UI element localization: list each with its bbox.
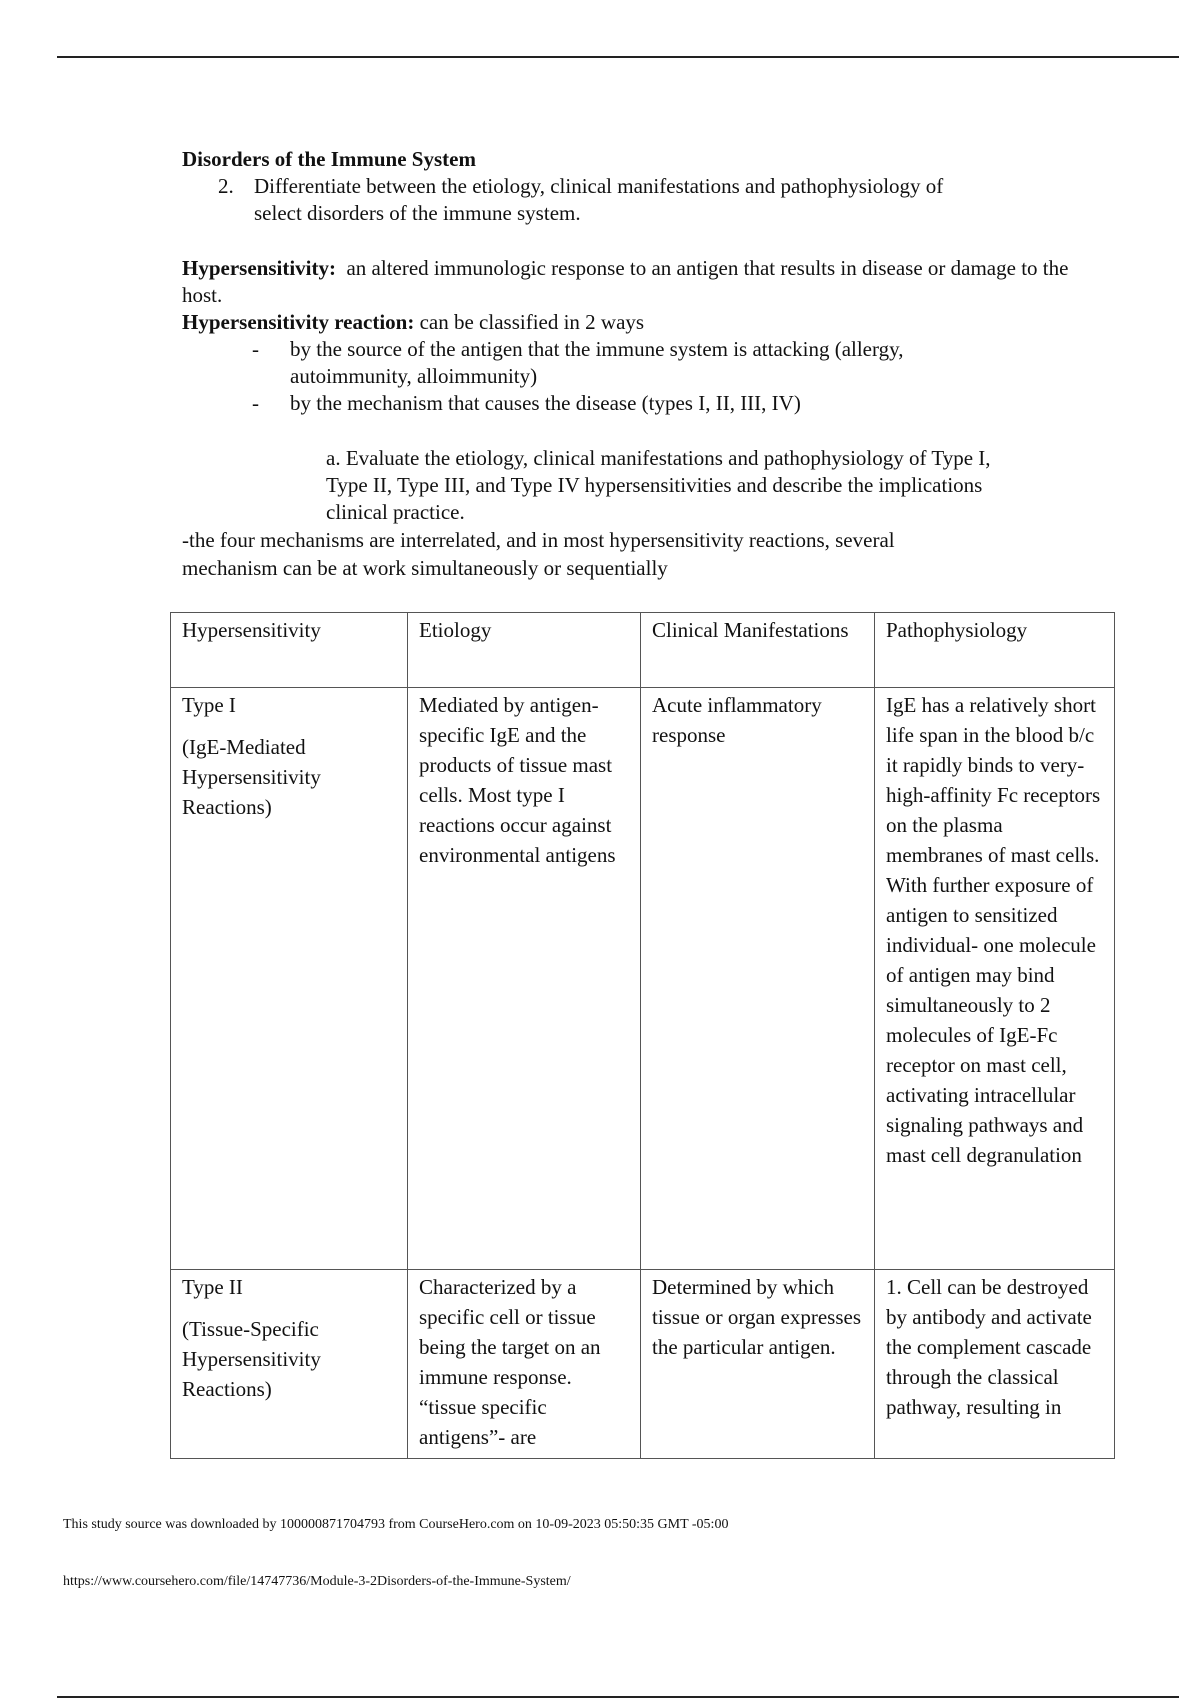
reaction-term: Hypersensitivity reaction: <box>182 310 415 334</box>
reaction-def-text: can be classified in 2 ways <box>419 310 645 334</box>
reaction-definition <box>182 309 1082 336</box>
bullet-text: by the source of the antigen that the immune system is attacking (allergy, autoimmunity, alloimmunity) <box>290 337 904 388</box>
top-rule <box>57 56 1179 58</box>
objective-number: 2. <box>218 174 234 198</box>
table-header-row <box>171 613 1115 688</box>
type-cell <box>171 688 408 1270</box>
bullet-dash: - <box>252 337 259 361</box>
table-row <box>171 688 1115 1270</box>
download-notice: This study source was downloaded by 100000871704793 from CourseHero.com on 10-09-2023 05:50:35 GMT -05:00 <box>63 1517 729 1532</box>
hypersensitivity-table <box>170 612 1115 1459</box>
type-subtype: (Tissue-Specific Hypersensitivity Reactions) <box>182 1317 321 1401</box>
clinical-cell: Acute inflammatory response <box>641 688 875 1270</box>
spacer <box>182 417 1082 445</box>
bottom-rule <box>57 1696 1179 1698</box>
bullet-text: by the mechanism that causes the disease (types I, II, III, IV) <box>290 391 801 415</box>
etiology-cell: Characterized by a specific cell or tissue being the target on an immune response. “tissue specific antigens”- are <box>408 1270 641 1459</box>
type-subtype: (IgE-Mediated Hypersensitivity Reactions) <box>182 735 321 819</box>
hypersensitivity-def-text: an altered immunologic response to an antigen that results in disease or damage to the host. <box>182 256 1069 307</box>
etiology-cell: Mediated by antigen-specific IgE and the products of tissue mast cells. Most type I reactions occur against environmental antigens <box>408 688 641 1270</box>
bullet-dash: - <box>252 391 259 415</box>
header-pathophysiology: Pathophysiology <box>875 613 1115 688</box>
header-hypersensitivity: Hypersensitivity <box>171 613 408 688</box>
bullet-item <box>182 336 1082 390</box>
section-heading: Disorders of the Immune System <box>182 147 476 171</box>
type-cell <box>171 1270 408 1459</box>
header-etiology: Etiology <box>408 613 641 688</box>
document-body <box>182 146 1082 582</box>
spacer <box>182 227 1082 255</box>
hypersensitivity-term: Hypersensitivity: <box>182 256 336 280</box>
source-url: https://www.coursehero.com/file/14747736/Module-3-2Disorders-of-the-Immune-System/ <box>63 1574 571 1589</box>
type-label: Type II <box>182 1275 243 1299</box>
mechanism-note: -the four mechanisms are interrelated, and in most hypersensitivity reactions, several mechanism can be at work simultaneously or sequentially <box>182 528 895 580</box>
pathophysiology-cell: IgE has a relatively short life span in the blood b/c it rapidly binds to very-high-affinity Fc receptors on the plasma membranes of mast cells. With further exposure of antigen to sensitized individual- one molecule of antigen may bind simultaneously to 2 molecules of IgE-Fc receptor on mast cell, activating intracellular signaling pathways and mast cell degranulation <box>875 688 1115 1270</box>
hypersensitivity-definition <box>182 255 1082 309</box>
sub-objective: a. Evaluate the etiology, clinical manifestations and pathophysiology of Type I, Type II, Type III, and Type IV hypersensitivities and describe the implications clinical practice. <box>326 446 991 524</box>
bullet-item <box>182 390 1082 417</box>
pathophysiology-cell: 1. Cell can be destroyed by antibody and activate the complement cascade through the classical pathway, resulting in <box>875 1270 1115 1459</box>
header-clinical: Clinical Manifestations <box>641 613 875 688</box>
objective-item <box>182 173 1082 227</box>
table-row <box>171 1270 1115 1459</box>
clinical-cell: Determined by which tissue or organ expresses the particular antigen. <box>641 1270 875 1459</box>
type-label: Type I <box>182 693 236 717</box>
objective-text: Differentiate between the etiology, clinical manifestations and pathophysiology of select disorders of the immune system. <box>254 174 944 225</box>
